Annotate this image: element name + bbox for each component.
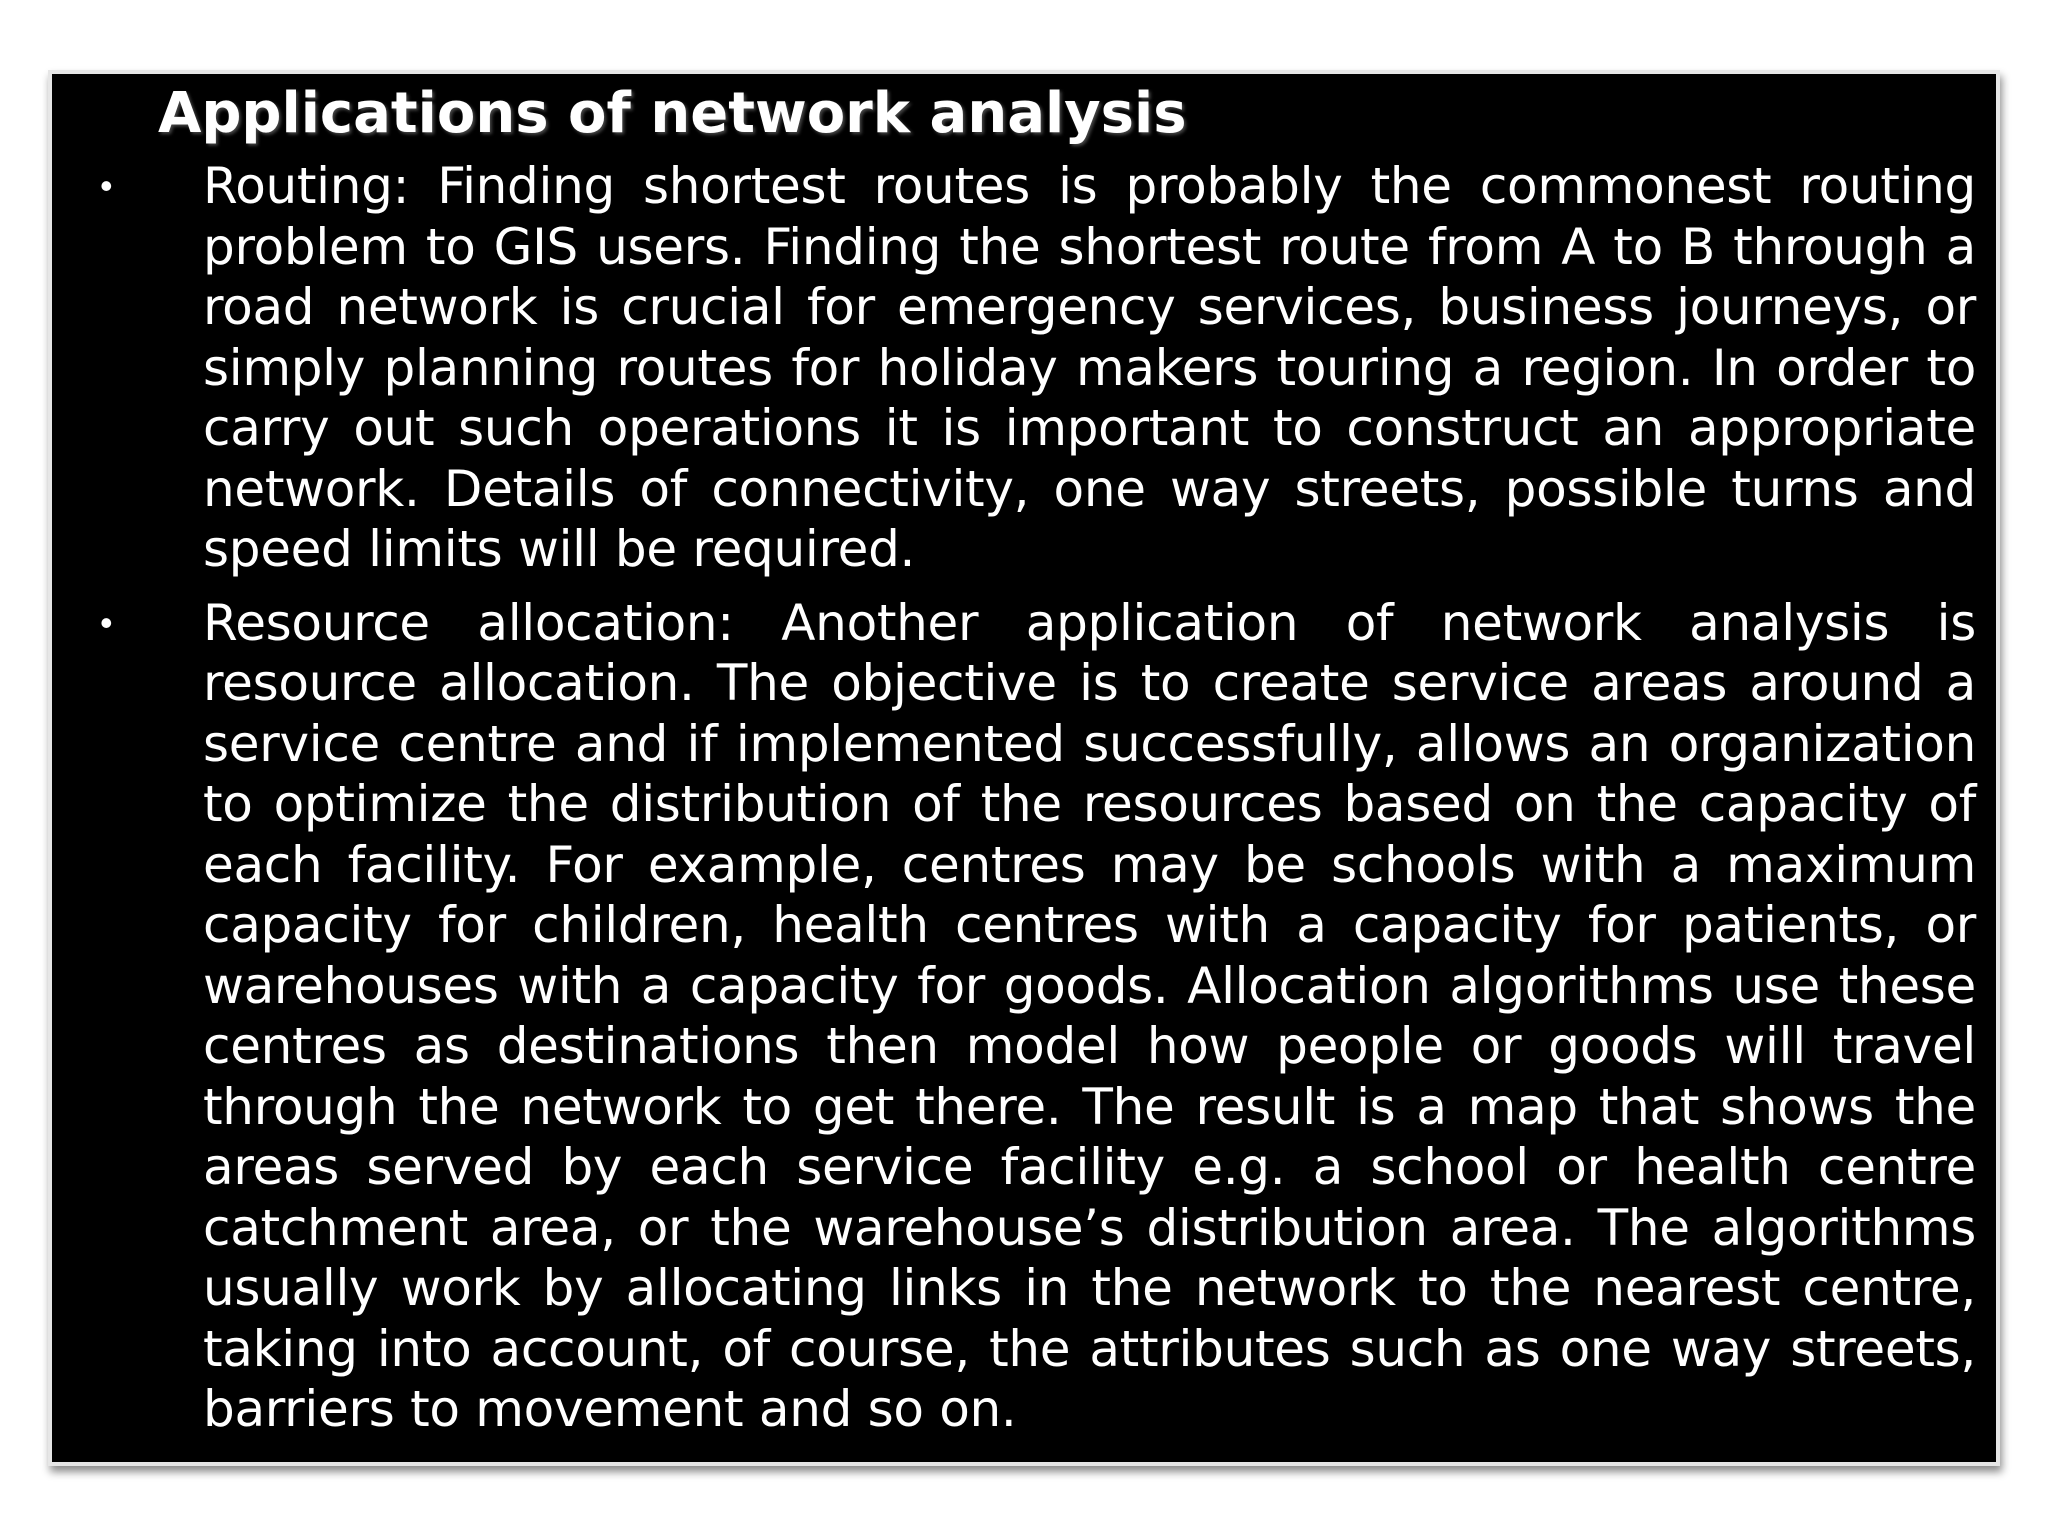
slide — [48, 70, 2000, 1466]
slide-title: Applications of network analysis — [158, 81, 1187, 146]
bullet-list — [80, 156, 1976, 1453]
bullet-item-resource-allocation — [80, 593, 1976, 1440]
bullet-icon: • — [100, 601, 113, 643]
bullet-text-resource-allocation: Resource allocation: Another application of network analysis is resource allocation. The objective is to create service areas around a service centre and if implemented successfully, allows an organization to optimize the distribution of the resources based on the capacity of each facility. For example, centres may be schools with a maximum capacity for children, health centres with a capacity for patients, or warehouses with a capacity for goods. Allocation algorithms use these centres as destinations then model how people or goods will travel through the network to get there. The result is a map that shows the areas served by each service facility e.g. a school or health centre catchment area, or the warehouse’s distribution area. The algorithms usually work by allocating links in the network to the nearest centre, taking into account, of course, the attributes such as one way streets, barriers to movement and so on. — [203, 593, 1976, 1438]
bullet-icon: • — [100, 165, 113, 206]
bullet-text-routing: Routing: Finding shortest routes is probably the commonest routing problem to GIS users. Finding the shortest route from A to B through a road network is crucial for emergency services, business journeys, or simply planning routes for holiday makers touring a region. In order to carry out such operations it is important to construct an appropriate network. Details of connectivity, one way streets, possible turns and speed limits will be required. — [203, 157, 1976, 578]
bullet-item-routing — [80, 156, 1976, 580]
